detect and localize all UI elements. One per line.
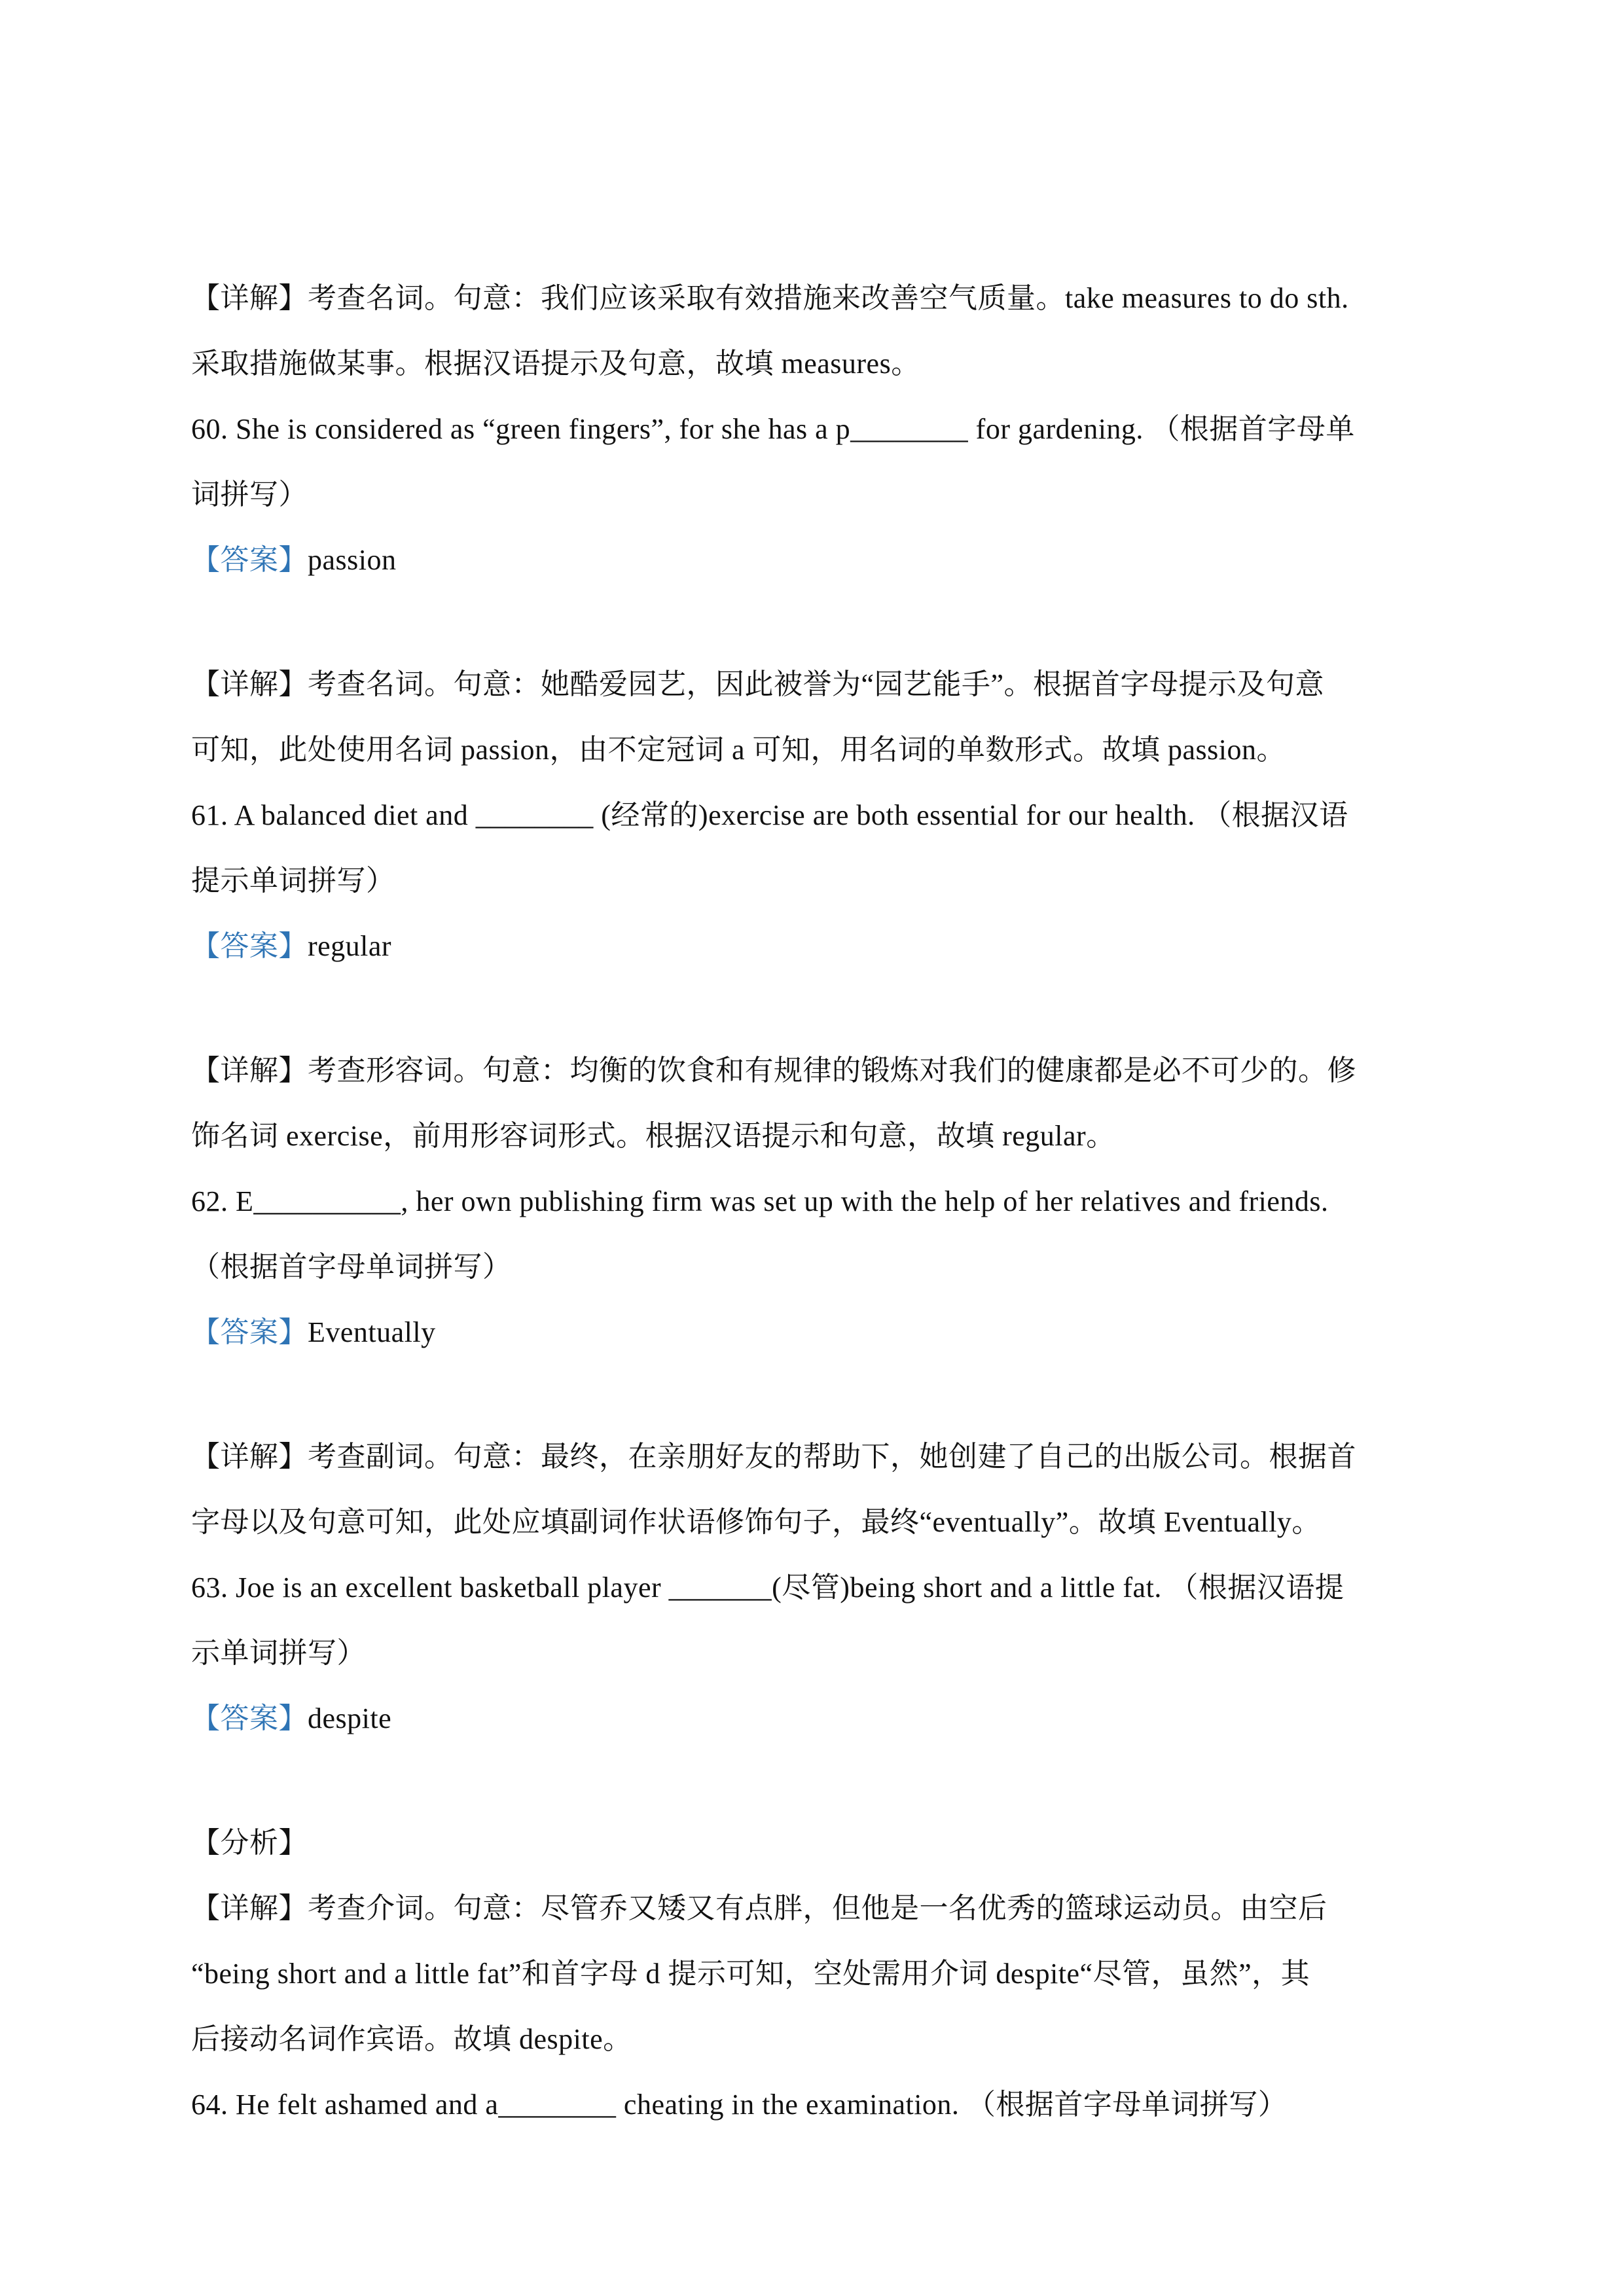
question-text: 62. E__________, her own publishing firm was set up with the help of her relatives and friends. (191, 1185, 1329, 1217)
question-text: （根据首字母单词拼写） (191, 1251, 512, 1283)
detail-text: 考查名词。句意：我们应该采取有效措施来改善空气质量。take measures to do sth. (308, 282, 1349, 314)
detail-label: 【详解】 (191, 1054, 308, 1086)
answer-text: despite (308, 1702, 392, 1734)
text-line (191, 1103, 1451, 1169)
text-line (191, 783, 1451, 848)
analysis-label: 【分析】 (191, 1827, 308, 1859)
text-line (191, 397, 1451, 462)
question-text: 64. He felt ashamed and a________ cheating in the examination. （根据首字母单词拼写） (191, 2089, 1288, 2121)
detail-text: 后接动名词作宾语。故填 despite。 (191, 2023, 632, 2055)
detail-text: 可知，此处使用名词 passion，由不定冠词 a 可知，用名词的单数形式。故填 passion。 (191, 734, 1286, 766)
text-line (191, 2007, 1451, 2072)
question-text: 词拼写） (191, 478, 308, 511)
answer-label: 【答案】 (191, 1316, 308, 1348)
text-line (191, 528, 1451, 593)
answer-label: 【答案】 (191, 930, 308, 962)
question-text: 60. She is considered as “green fingers”, for she has a p________ for gardening. （根据首字母单 (191, 413, 1355, 445)
text-line (191, 1621, 1451, 1686)
text-line (191, 1300, 1451, 1365)
question-text: 63. Joe is an excellent basketball player _______(尽管)being short and a little fat. （根据汉语提 (191, 1571, 1344, 1604)
detail-label: 【详解】 (191, 1441, 308, 1473)
answer-text: Eventually (308, 1316, 436, 1348)
detail-label: 【详解】 (191, 282, 308, 314)
text-line (191, 1555, 1451, 1621)
text-line (191, 1038, 1451, 1103)
detail-text: 字母以及句意可知，此处应填副词作状语修饰句子，最终“eventually”。故填 Eventually。 (191, 1506, 1321, 1538)
detail-label: 【详解】 (191, 668, 308, 700)
text-line (191, 1876, 1451, 1941)
question-text: 示单词拼写） (191, 1637, 366, 1669)
text-line (191, 462, 1451, 528)
text-line (191, 1686, 1451, 1751)
text-line (191, 1810, 1451, 1876)
question-text: 61. A balanced diet and ________ (经常的)exercise are both essential for our health. （根据汉语 (191, 799, 1348, 831)
detail-text: 饰名词 exercise，前用形容词形式。根据汉语提示和句意，故填 regular。 (191, 1120, 1115, 1152)
text-line (191, 1941, 1451, 2007)
text-line (191, 1169, 1451, 1234)
detail-text: 考查副词。句意：最终，在亲朋好友的帮助下，她创建了自己的出版公司。根据首 (308, 1441, 1356, 1473)
detail-text: 考查介词。句意：尽管乔又矮又有点胖，但他是一名优秀的篮球运动员。由空后 (308, 1892, 1327, 1924)
detail-text: 采取措施做某事。根据汉语提示及句意，故填 measures。 (191, 348, 920, 380)
detail-label: 【详解】 (191, 1892, 308, 1924)
detail-text: “being short and a little fat”和首字母 d 提示可知，空处需用介词 despite“尽管，虽然”，其 (191, 1958, 1310, 1990)
text-line (191, 848, 1451, 914)
text-line (191, 331, 1451, 397)
text-line (191, 652, 1451, 717)
answer-text: regular (308, 930, 392, 962)
text-line (191, 717, 1451, 783)
text-line (191, 2072, 1451, 2138)
text-line (191, 914, 1451, 979)
document-body (191, 266, 1451, 2138)
answer-text: passion (308, 544, 397, 576)
text-line (191, 1490, 1451, 1555)
question-text: 提示单词拼写） (191, 865, 395, 897)
detail-text: 考查形容词。句意：均衡的饮食和有规律的锻炼对我们的健康都是必不可少的。修 (308, 1054, 1356, 1086)
answer-label: 【答案】 (191, 1702, 308, 1734)
text-line (191, 1234, 1451, 1300)
text-line (191, 1424, 1451, 1490)
text-line (191, 266, 1451, 331)
detail-text: 考查名词。句意：她酷爱园艺，因此被誉为“园艺能手”。根据首字母提示及句意 (308, 668, 1325, 700)
answer-label: 【答案】 (191, 544, 308, 576)
